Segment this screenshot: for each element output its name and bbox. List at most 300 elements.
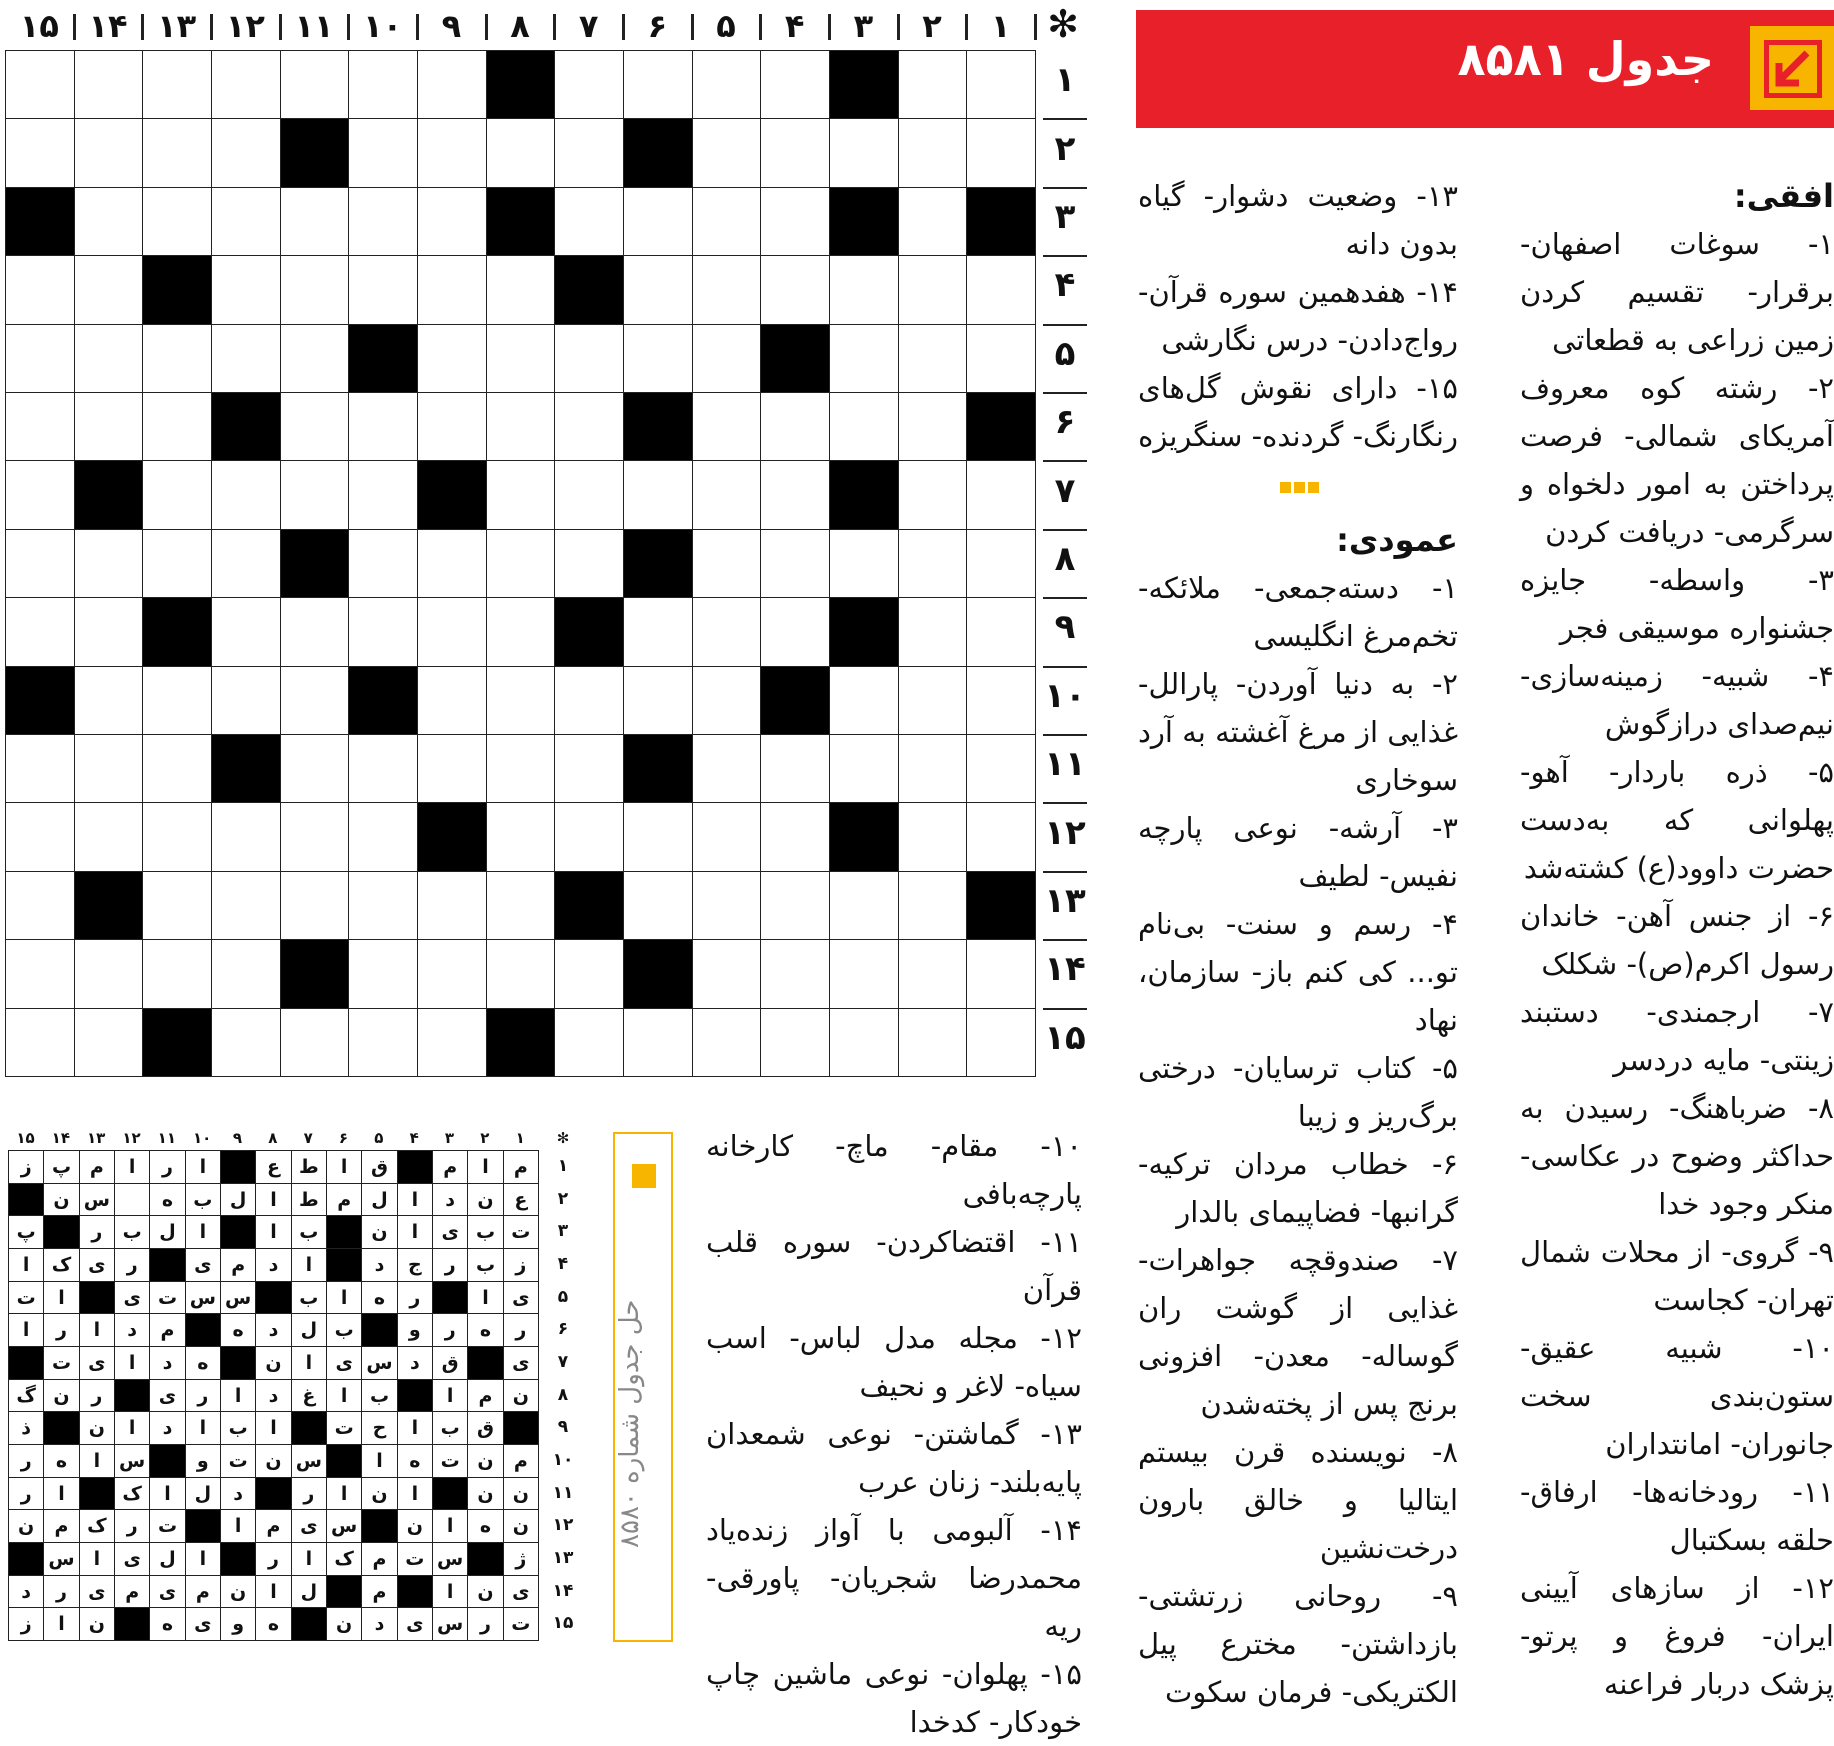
solution-cell: ه bbox=[255, 1607, 291, 1641]
grid-cell[interactable] bbox=[5, 597, 75, 666]
grid-cell[interactable] bbox=[348, 802, 418, 871]
grid-cell[interactable] bbox=[623, 187, 693, 256]
grid-cell[interactable] bbox=[829, 392, 899, 461]
grid-cell[interactable] bbox=[554, 529, 624, 598]
solution-cell bbox=[43, 1411, 79, 1445]
grid-cell[interactable] bbox=[692, 50, 762, 119]
solution-cell: ا bbox=[43, 1281, 79, 1315]
row-number: ۱۵ bbox=[1044, 1017, 1086, 1058]
grid-cell bbox=[623, 392, 693, 461]
grid-cell[interactable] bbox=[348, 734, 418, 803]
grid-cell[interactable] bbox=[211, 255, 281, 324]
solution-cell: د bbox=[255, 1379, 291, 1413]
grid-cell[interactable] bbox=[74, 50, 144, 119]
grid-cell[interactable] bbox=[211, 118, 281, 187]
grid-cell[interactable] bbox=[5, 50, 75, 119]
grid-cell[interactable] bbox=[417, 734, 487, 803]
grid-cell[interactable] bbox=[898, 802, 968, 871]
grid-cell[interactable] bbox=[898, 939, 968, 1008]
row-number: ۳ bbox=[1054, 197, 1076, 237]
grid-cell[interactable] bbox=[280, 392, 350, 461]
grid-cell[interactable] bbox=[760, 871, 830, 940]
puzzle-title: جدول ۸۵۸۱ bbox=[1457, 32, 1714, 86]
grid-cell[interactable] bbox=[142, 871, 212, 940]
row-separator bbox=[1043, 1008, 1087, 1010]
grid-cell[interactable] bbox=[486, 460, 556, 529]
grid-cell[interactable] bbox=[348, 1008, 418, 1077]
solution-cell: ب bbox=[114, 1215, 150, 1249]
grid-cell[interactable] bbox=[692, 871, 762, 940]
grid-cell[interactable] bbox=[692, 597, 762, 666]
solution-cell: ک bbox=[326, 1542, 362, 1576]
solution-cell: ق bbox=[467, 1411, 503, 1445]
solution-cell: م bbox=[43, 1509, 79, 1543]
grid-cell[interactable] bbox=[692, 255, 762, 324]
grid-cell[interactable] bbox=[486, 666, 556, 735]
down-clue: ۹- روحانی زرتشتی- بازداشتن- مخترع پیل الکتریکی- فرمان سکوت bbox=[1138, 1579, 1458, 1709]
grid-cell[interactable] bbox=[5, 734, 75, 803]
grid-cell[interactable] bbox=[348, 939, 418, 1008]
grid-cell[interactable] bbox=[74, 187, 144, 256]
down-clue: ۱۱- اقتضاکردن- سوره قلب قرآن bbox=[706, 1225, 1082, 1307]
grid-cell[interactable] bbox=[280, 255, 350, 324]
grid-cell[interactable] bbox=[966, 734, 1036, 803]
grid-cell[interactable] bbox=[898, 666, 968, 735]
solution-cell: ب bbox=[291, 1215, 327, 1249]
solution-cell: ی bbox=[503, 1346, 539, 1380]
grid-cell[interactable] bbox=[211, 324, 281, 393]
solution-cell: ا bbox=[326, 1477, 362, 1511]
column-separator bbox=[1034, 14, 1037, 40]
grid-cell[interactable] bbox=[966, 324, 1036, 393]
grid-cell[interactable] bbox=[623, 1008, 693, 1077]
solution-cell: ا bbox=[397, 1411, 433, 1445]
grid-cell[interactable] bbox=[966, 50, 1036, 119]
solution-column-number: ۷ bbox=[303, 1129, 313, 1147]
grid-cell[interactable] bbox=[760, 118, 830, 187]
grid-cell[interactable] bbox=[142, 187, 212, 256]
grid-cell[interactable] bbox=[829, 871, 899, 940]
grid-cell[interactable] bbox=[5, 324, 75, 393]
grid-cell[interactable] bbox=[829, 529, 899, 598]
grid-cell[interactable] bbox=[486, 118, 556, 187]
grid-cell[interactable] bbox=[211, 802, 281, 871]
grid-cell[interactable] bbox=[417, 871, 487, 940]
grid-cell bbox=[966, 392, 1036, 461]
solution-cell: ذ bbox=[8, 1411, 44, 1445]
grid-cell[interactable] bbox=[5, 1008, 75, 1077]
grid-cell[interactable] bbox=[417, 255, 487, 324]
grid-cell bbox=[486, 50, 556, 119]
solution-cell: م bbox=[255, 1509, 291, 1543]
grid-cell[interactable] bbox=[348, 255, 418, 324]
grid-cell[interactable] bbox=[5, 939, 75, 1008]
grid-cell[interactable] bbox=[348, 118, 418, 187]
grid-cell[interactable] bbox=[554, 392, 624, 461]
solution-cell: ر bbox=[149, 1150, 185, 1184]
row-number: ۱۲ bbox=[1044, 812, 1086, 853]
solution-cell: ن bbox=[397, 1509, 433, 1543]
solution-cell: د bbox=[8, 1575, 44, 1609]
grid-cell[interactable] bbox=[417, 529, 487, 598]
row-separator bbox=[1043, 187, 1087, 189]
grid-cell[interactable] bbox=[898, 324, 968, 393]
grid-cell[interactable] bbox=[966, 802, 1036, 871]
grid-cell[interactable] bbox=[692, 187, 762, 256]
grid-cell[interactable] bbox=[692, 666, 762, 735]
grid-cell[interactable] bbox=[623, 871, 693, 940]
grid-cell[interactable] bbox=[280, 597, 350, 666]
grid-cell[interactable] bbox=[348, 187, 418, 256]
grid-cell[interactable] bbox=[74, 802, 144, 871]
grid-cell bbox=[623, 734, 693, 803]
grid-cell[interactable] bbox=[898, 529, 968, 598]
solution-cell: ر bbox=[432, 1248, 468, 1282]
grid-cell[interactable] bbox=[829, 255, 899, 324]
down-heading: عمودی: bbox=[1336, 521, 1458, 559]
solution-cell: ن bbox=[79, 1607, 115, 1641]
grid-cell[interactable] bbox=[417, 324, 487, 393]
grid-cell[interactable] bbox=[829, 666, 899, 735]
grid-cell bbox=[554, 597, 624, 666]
grid-cell[interactable] bbox=[348, 460, 418, 529]
grid-cell[interactable] bbox=[554, 460, 624, 529]
row-number: ۱ bbox=[1054, 60, 1076, 101]
grid-cell[interactable] bbox=[692, 118, 762, 187]
across-clue: ۵- ذره باردار- آهو- پهلوانی که به‌دست حضرت داوود(ع) کشته‌شد bbox=[1520, 755, 1834, 885]
grid-cell[interactable] bbox=[829, 1008, 899, 1077]
grid-cell[interactable] bbox=[898, 50, 968, 119]
grid-cell[interactable] bbox=[280, 324, 350, 393]
solution-cell: ی bbox=[432, 1215, 468, 1249]
grid-cell[interactable] bbox=[74, 392, 144, 461]
solution-cell: ن bbox=[43, 1379, 79, 1413]
grid-cell[interactable] bbox=[211, 187, 281, 256]
grid-cell bbox=[829, 460, 899, 529]
grid-cell[interactable] bbox=[898, 734, 968, 803]
grid-cell[interactable] bbox=[211, 939, 281, 1008]
grid-cell[interactable] bbox=[211, 529, 281, 598]
grid-cell[interactable] bbox=[554, 118, 624, 187]
grid-cell[interactable] bbox=[5, 529, 75, 598]
grid-cell[interactable] bbox=[417, 939, 487, 1008]
grid-cell[interactable] bbox=[211, 1008, 281, 1077]
grid-cell[interactable] bbox=[211, 50, 281, 119]
grid-cell[interactable] bbox=[142, 392, 212, 461]
solution-cell: ا bbox=[43, 1477, 79, 1511]
grid-cell[interactable] bbox=[760, 802, 830, 871]
grid-cell[interactable] bbox=[623, 597, 693, 666]
grid-cell[interactable] bbox=[898, 392, 968, 461]
grid-cell[interactable] bbox=[142, 802, 212, 871]
solution-cell: ی bbox=[79, 1346, 115, 1380]
grid-cell[interactable] bbox=[486, 597, 556, 666]
grid-cell bbox=[554, 255, 624, 324]
solution-cell: ی bbox=[185, 1248, 221, 1282]
grid-cell[interactable] bbox=[486, 939, 556, 1008]
solution-cell: ک bbox=[43, 1248, 79, 1282]
solution-cell: ن bbox=[79, 1411, 115, 1445]
solution-cell: ط bbox=[291, 1183, 327, 1217]
grid-cell[interactable] bbox=[74, 324, 144, 393]
grid-cell[interactable] bbox=[486, 871, 556, 940]
grid-cell[interactable] bbox=[486, 802, 556, 871]
solution-cell: د bbox=[397, 1346, 433, 1380]
grid-cell[interactable] bbox=[417, 118, 487, 187]
grid-cell[interactable] bbox=[760, 50, 830, 119]
grid-cell[interactable] bbox=[142, 529, 212, 598]
solution-cell: م bbox=[503, 1150, 539, 1184]
grid-cell[interactable] bbox=[898, 597, 968, 666]
solution-cell: د bbox=[149, 1411, 185, 1445]
grid-cell[interactable] bbox=[5, 255, 75, 324]
grid-cell[interactable] bbox=[280, 1008, 350, 1077]
grid-cell[interactable] bbox=[692, 1008, 762, 1077]
solution-cell: س bbox=[291, 1444, 327, 1478]
solution-cell: ن bbox=[503, 1477, 539, 1511]
grid-cell[interactable] bbox=[74, 734, 144, 803]
grid-cell[interactable] bbox=[623, 255, 693, 324]
grid-cell[interactable] bbox=[142, 460, 212, 529]
solution-cell: ر bbox=[114, 1248, 150, 1282]
grid-cell[interactable] bbox=[966, 666, 1036, 735]
grid-cell[interactable] bbox=[760, 597, 830, 666]
solution-cell: ع bbox=[255, 1150, 291, 1184]
grid-cell[interactable] bbox=[554, 50, 624, 119]
grid-cell[interactable] bbox=[74, 255, 144, 324]
solution-cell bbox=[185, 1509, 221, 1543]
grid-cell[interactable] bbox=[348, 50, 418, 119]
solution-cell: ز bbox=[8, 1150, 44, 1184]
solution-cell: ه bbox=[467, 1509, 503, 1543]
grid-cell[interactable] bbox=[5, 802, 75, 871]
solution-cell bbox=[220, 1215, 256, 1249]
grid-cell[interactable] bbox=[486, 255, 556, 324]
grid-cell[interactable] bbox=[760, 529, 830, 598]
grid-cell[interactable] bbox=[280, 50, 350, 119]
column-separator bbox=[141, 14, 144, 40]
grid-cell[interactable] bbox=[692, 529, 762, 598]
grid-cell[interactable] bbox=[142, 734, 212, 803]
grid-cell[interactable] bbox=[692, 802, 762, 871]
grid-cell[interactable] bbox=[554, 324, 624, 393]
grid-cell[interactable] bbox=[142, 50, 212, 119]
grid-cell[interactable] bbox=[486, 734, 556, 803]
grid-cell[interactable] bbox=[554, 666, 624, 735]
grid-cell[interactable] bbox=[966, 529, 1036, 598]
grid-cell[interactable] bbox=[74, 118, 144, 187]
grid-cell[interactable] bbox=[280, 734, 350, 803]
grid-cell[interactable] bbox=[142, 939, 212, 1008]
grid-cell[interactable] bbox=[417, 666, 487, 735]
grid-cell[interactable] bbox=[898, 187, 968, 256]
grid-cell[interactable] bbox=[898, 871, 968, 940]
across-heading: افقی: bbox=[1733, 177, 1834, 215]
solution-cell bbox=[326, 1444, 362, 1478]
grid-cell[interactable] bbox=[74, 1008, 144, 1077]
solution-cell: ن bbox=[220, 1575, 256, 1609]
grid-cell[interactable] bbox=[829, 734, 899, 803]
grid-cell bbox=[142, 1008, 212, 1077]
solution-cell: ی bbox=[291, 1509, 327, 1543]
grid-cell[interactable] bbox=[966, 1008, 1036, 1077]
column-number: ۷ bbox=[578, 7, 599, 45]
grid-cell[interactable] bbox=[829, 324, 899, 393]
grid-cell[interactable] bbox=[280, 187, 350, 256]
grid-cell[interactable] bbox=[966, 118, 1036, 187]
grid-cell[interactable] bbox=[760, 460, 830, 529]
grid-cell[interactable] bbox=[692, 460, 762, 529]
solution-cell: ل bbox=[149, 1542, 185, 1576]
grid-cell[interactable] bbox=[760, 187, 830, 256]
solution-cell: ی bbox=[79, 1575, 115, 1609]
grid-cell[interactable] bbox=[623, 50, 693, 119]
across-clue: ۱۵- دارای نقوش گل‌های رنگارنگ- گردنده- سنگریزه bbox=[1138, 371, 1458, 453]
solution-cell: ت bbox=[149, 1281, 185, 1315]
solution-cell: ی bbox=[503, 1575, 539, 1609]
solution-cell: ه bbox=[397, 1444, 433, 1478]
solution-cell: ق bbox=[432, 1346, 468, 1380]
solution-cell: ی bbox=[149, 1379, 185, 1413]
column-separator bbox=[553, 14, 556, 40]
solution-cell: ی bbox=[114, 1542, 150, 1576]
grid-cell[interactable] bbox=[692, 734, 762, 803]
grid-cell[interactable] bbox=[554, 802, 624, 871]
column-separator bbox=[965, 14, 968, 40]
grid-cell[interactable] bbox=[417, 392, 487, 461]
solution-cell: ا bbox=[8, 1313, 44, 1347]
grid-cell[interactable] bbox=[486, 392, 556, 461]
solution-cell: م bbox=[326, 1183, 362, 1217]
row-number: ۱۱ bbox=[1044, 744, 1086, 785]
solution-cell: د bbox=[114, 1313, 150, 1347]
grid-cell[interactable] bbox=[623, 802, 693, 871]
grid-cell[interactable] bbox=[142, 118, 212, 187]
column-separator bbox=[897, 14, 900, 40]
grid-cell[interactable] bbox=[486, 324, 556, 393]
grid-cell[interactable] bbox=[623, 324, 693, 393]
grid-cell[interactable] bbox=[74, 939, 144, 1008]
grid-cell[interactable] bbox=[623, 666, 693, 735]
grid-cell[interactable] bbox=[829, 939, 899, 1008]
grid-cell[interactable] bbox=[211, 666, 281, 735]
grid-cell[interactable] bbox=[5, 118, 75, 187]
grid-cell[interactable] bbox=[348, 529, 418, 598]
grid-cell[interactable] bbox=[966, 597, 1036, 666]
grid-cell[interactable] bbox=[966, 939, 1036, 1008]
grid-cell[interactable] bbox=[966, 460, 1036, 529]
grid-cell[interactable] bbox=[829, 118, 899, 187]
solution-row-number: ۸ bbox=[557, 1384, 569, 1405]
grid-cell[interactable] bbox=[760, 1008, 830, 1077]
solution-cell: ت bbox=[503, 1607, 539, 1641]
grid-cell[interactable] bbox=[760, 392, 830, 461]
grid-cell[interactable] bbox=[898, 1008, 968, 1077]
grid-cell bbox=[142, 597, 212, 666]
grid-cell[interactable] bbox=[142, 324, 212, 393]
grid-cell[interactable] bbox=[692, 324, 762, 393]
grid-cell[interactable] bbox=[692, 939, 762, 1008]
grid-cell[interactable] bbox=[5, 871, 75, 940]
grid-cell[interactable] bbox=[417, 187, 487, 256]
grid-cell[interactable] bbox=[74, 529, 144, 598]
grid-cell[interactable] bbox=[554, 939, 624, 1008]
solution-column-number: ۲ bbox=[480, 1129, 490, 1147]
grid-cell[interactable] bbox=[554, 734, 624, 803]
grid-cell[interactable] bbox=[5, 460, 75, 529]
grid-cell bbox=[280, 118, 350, 187]
grid-cell[interactable] bbox=[5, 392, 75, 461]
grid-cell[interactable] bbox=[280, 871, 350, 940]
solution-cell: ت bbox=[43, 1346, 79, 1380]
grid-cell[interactable] bbox=[280, 666, 350, 735]
solution-cell bbox=[149, 1444, 185, 1478]
grid-cell[interactable] bbox=[417, 597, 487, 666]
grid-cell[interactable] bbox=[211, 460, 281, 529]
grid-cell[interactable] bbox=[348, 597, 418, 666]
grid-cell[interactable] bbox=[760, 255, 830, 324]
grid-cell[interactable] bbox=[74, 666, 144, 735]
grid-cell[interactable] bbox=[348, 392, 418, 461]
grid-cell[interactable] bbox=[898, 255, 968, 324]
grid-cell[interactable] bbox=[211, 871, 281, 940]
solution-cell bbox=[291, 1411, 327, 1445]
solution-cell bbox=[8, 1346, 44, 1380]
solution-row-number: ۲ bbox=[557, 1188, 569, 1209]
grid-cell[interactable] bbox=[966, 255, 1036, 324]
solution-cell: س bbox=[326, 1509, 362, 1543]
solution-column-number: ۱۲ bbox=[122, 1129, 141, 1147]
solution-cell: ا bbox=[397, 1215, 433, 1249]
grid-cell[interactable] bbox=[554, 1008, 624, 1077]
grid-cell[interactable] bbox=[692, 392, 762, 461]
grid-cell bbox=[829, 187, 899, 256]
solution-cell: ا bbox=[220, 1509, 256, 1543]
solution-cell: م bbox=[361, 1542, 397, 1576]
grid-cell[interactable] bbox=[417, 50, 487, 119]
solution-cell: ا bbox=[397, 1477, 433, 1511]
grid-cell[interactable] bbox=[554, 187, 624, 256]
grid-cell bbox=[486, 187, 556, 256]
grid-cell[interactable] bbox=[142, 666, 212, 735]
solution-column-number: ۱ bbox=[515, 1129, 525, 1147]
grid-cell[interactable] bbox=[417, 1008, 487, 1077]
grid-cell[interactable] bbox=[760, 734, 830, 803]
grid-cell[interactable] bbox=[280, 460, 350, 529]
down-clue: ۱۴- آلبومی با آواز زنده‌یاد محمدرضا شجریان- پاورقی- ریه bbox=[706, 1513, 1082, 1643]
grid-cell[interactable] bbox=[486, 529, 556, 598]
grid-cell[interactable] bbox=[348, 871, 418, 940]
solution-cell: ر bbox=[185, 1379, 221, 1413]
row-number: ۵ bbox=[1054, 333, 1076, 374]
grid-cell[interactable] bbox=[280, 802, 350, 871]
solution-cell: ا bbox=[432, 1575, 468, 1609]
grid-cell[interactable] bbox=[898, 118, 968, 187]
grid-cell[interactable] bbox=[898, 460, 968, 529]
down-clue: ۱۳- گماشتن- نوعی شمعدان پایه‌بلند- زنان عرب bbox=[706, 1417, 1082, 1499]
grid-cell[interactable] bbox=[74, 597, 144, 666]
column-separator bbox=[691, 14, 694, 40]
solution-cell: ز bbox=[503, 1248, 539, 1282]
solution-cell: ا bbox=[255, 1575, 291, 1609]
solution-cell: ا bbox=[255, 1215, 291, 1249]
solution-cell: ا bbox=[255, 1411, 291, 1445]
across-clues-column-1 bbox=[1520, 172, 1834, 1708]
grid-cell[interactable] bbox=[211, 597, 281, 666]
grid-cell[interactable] bbox=[623, 460, 693, 529]
grid-cell[interactable] bbox=[760, 939, 830, 1008]
solution-cell bbox=[432, 1477, 468, 1511]
